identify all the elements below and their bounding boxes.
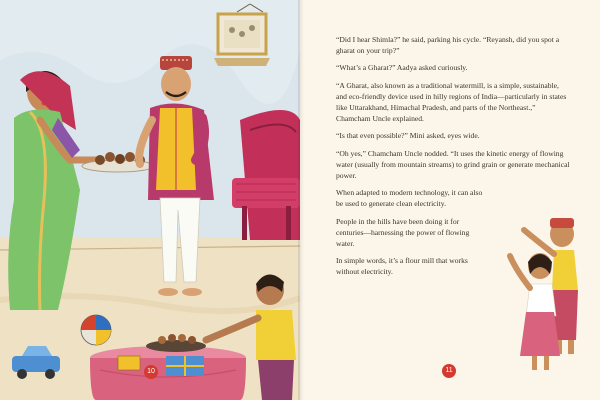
paragraph: “Oh yes,” Chamcham Uncle nodded. “It uses the kinetic energy of flowing water (usually from mountain streams) to grind grain or generate mechanical power.	[336, 148, 570, 181]
child-girl	[510, 253, 560, 370]
paragraph: When adapted to modern technology, it can also be used to generate clean electricity.	[336, 188, 483, 209]
page-number-right: 11	[442, 364, 456, 378]
paragraph: “What’s a Gharat?” Aadya asked curiously.	[336, 63, 468, 73]
illustration-two-children	[496, 200, 600, 380]
page-number-left: 10	[144, 365, 158, 379]
paragraph: “Did I hear Shimla?” he said, parking his cycle. “Reyansh, did you spot a gharat on your trip?”	[336, 35, 560, 56]
paragraph: “A Gharat, also known as a traditional watermill, is a simple, sustainable, and eco-friendly device used in hilly regions of India—particularly in states like Uttarakhand, Himachal Pradesh, and parts of the Northeast.,” Chamcham Uncle explained.	[336, 80, 567, 124]
paragraph: People in the hills have been doing it for centuries—harnessing the power of flowing water.	[336, 216, 470, 249]
beach-ball	[81, 315, 111, 345]
paragraph: “Is that even possible?” Mini asked, eyes wide.	[336, 131, 480, 141]
paragraph: In simple words, it’s a flour mill that works without electricity.	[336, 256, 468, 277]
